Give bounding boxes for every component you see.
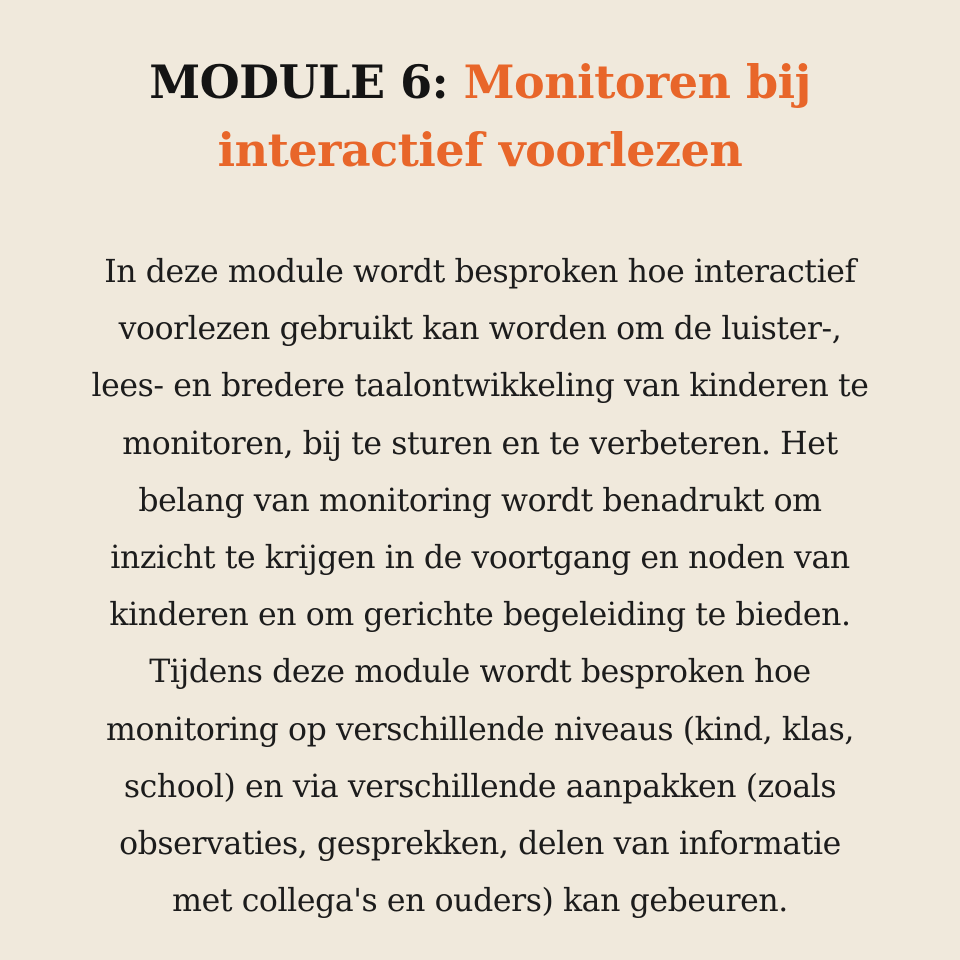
description-line: In deze module wordt besproken hoe interactief bbox=[104, 254, 856, 290]
description-line: Tijdens deze module wordt besproken hoe bbox=[149, 654, 811, 691]
module-topic-part-2: interactief voorlezen bbox=[217, 123, 743, 177]
description-line: monitoring op verschillende niveaus (kind, klas, bbox=[105, 711, 854, 748]
title-line-1 bbox=[60, 48, 900, 116]
module-title bbox=[60, 48, 900, 184]
description-line: belang van monitoring wordt benadrukt om bbox=[138, 482, 822, 519]
description-line: met collega's en ouders) kan gebeuren. bbox=[172, 883, 788, 920]
module-topic-part-1: Monitoren bij bbox=[463, 55, 811, 109]
description-line: school) en via verschillende aanpakken (zoals bbox=[123, 768, 837, 805]
module-description bbox=[10, 244, 950, 930]
description-line: kinderen en om gerichte begeleiding te bieden. bbox=[109, 597, 851, 634]
module-number: MODULE 6: bbox=[149, 55, 449, 109]
description-line: voorlezen gebruikt kan worden om de luister-, bbox=[118, 311, 842, 348]
description-line: observaties, gesprekken, delen van informatie bbox=[119, 826, 841, 863]
description-line: inzicht te krijgen in de voortgang en noden van bbox=[110, 540, 850, 577]
description-line: lees- en bredere taalontwikkeling van kinderen te bbox=[91, 368, 869, 405]
description-line: monitoren, bij te sturen en te verbeteren. Het bbox=[122, 425, 838, 462]
